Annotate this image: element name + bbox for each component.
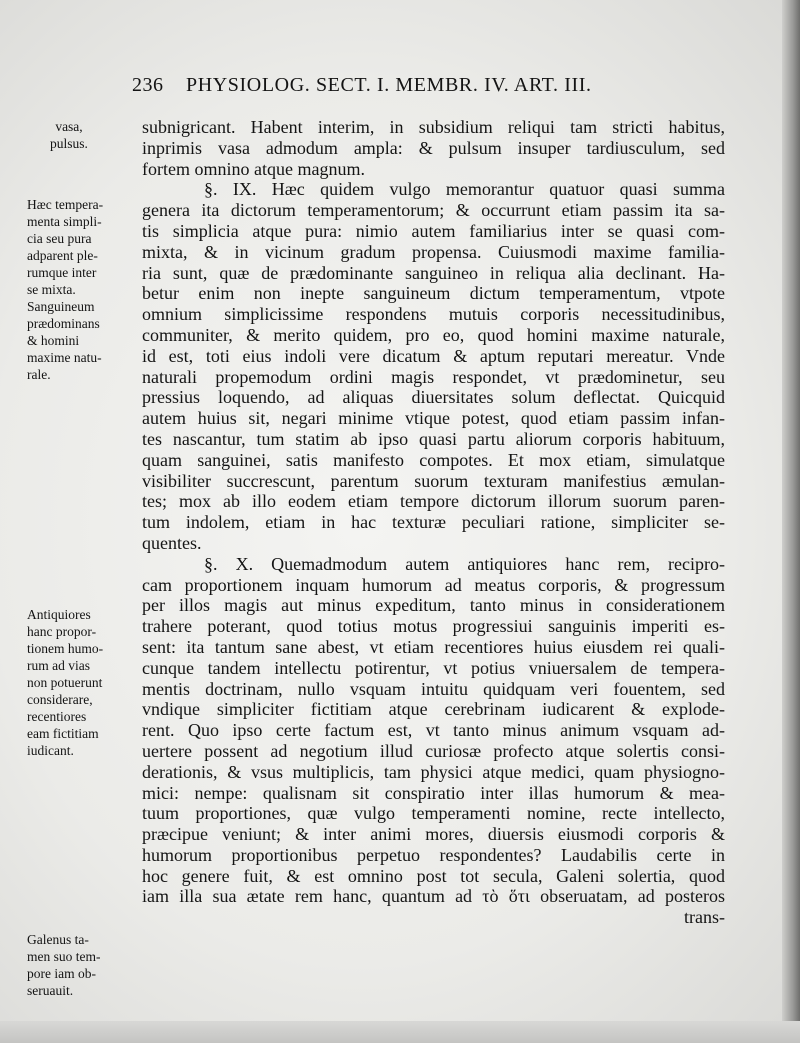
margin-note-line: rale. [27,367,51,382]
text-line: communiter, & merito quidem, pro eo, quod homini maxime naturale, [142,324,725,345]
text-line: mentis doctrinam, nullo vsquam intuitu quidquam veri fouentem, sed [142,678,725,699]
text-line: uertere possent ad negotium illud curiosæ profecto atque solertis consi- [142,740,725,761]
text-line: tis simplicia atque pura: nimio autem familiarius inter se quasi com- [142,220,725,241]
text-line: visibiliter succrescunt, parentum suorum texturam manifestius æmulan- [142,470,725,491]
text-line: sent: ita tantum sane abest, vt etiam recentiores huius eiusdem rei quali- [142,636,725,657]
text-line: tum indolem, etiam in hac texturæ peculiari ratione, simpliciter se- [142,512,725,533]
margin-note-line: maxime natu- [27,350,102,365]
text-line: mixta, & in vicinum gradum propensa. Cuiusmodi maxime familia- [142,241,725,262]
text-line: tuum proportiones, quæ vulgo temperamenti nomine, recte intellecto, [142,803,725,824]
text-line: iam illa sua ætate rem hanc, quantum ad τὸ ὅτι obseruatam, ad posteros [142,886,725,907]
running-title: PHYSIOLOG. SECT. I. MEMBR. IV. ART. III. [186,74,592,96]
text-line: quam sanguinei, satis manifesto compotes. Et mox etiam, simulatque [142,449,725,470]
margin-note-line: Hæc tempera- [27,197,104,212]
text-line: trahere poterant, quod totius motus progressiui sanguinis imperiti es- [142,616,725,637]
text-line: betur enim non inepte sanguineum dictum temperamentum, vtpote [142,283,725,304]
margin-note-line: rum ad vias [27,658,90,673]
text-line: vndique simpliciter fictitiam atque cerebrinam iudicarent & explode- [142,699,725,720]
margin-note-line: iudicant. [27,743,74,758]
margin-note-vasa-pulsus [27,118,111,152]
text-line: ria sunt, quæ de prædominante sanguineo in reliqua alia declinant. Ha- [142,262,725,283]
margin-note-line: non potuerunt [27,675,103,690]
text-line: fortem omnino atque magnum. [142,158,365,179]
margin-note-line: seruauit. [27,983,74,998]
margin-note-line: recentiores [27,709,87,724]
margin-note-line: prædominans [27,316,100,331]
text-line: tes; mox ab illo eodem etiam tempore dictorum illorum suorum paren- [142,491,725,512]
margin-note-antiquiores [27,606,139,759]
margin-note-line: pulsus. [50,136,88,151]
margin-note-galenus [27,931,139,999]
running-head [0,74,800,102]
text-line: cunque tandem intellectu potirentur, vt potius vniuersalem de tempera- [142,657,725,678]
text-line: autem huius sit, negari minime vtique potest, quod etiam passim infan- [142,408,725,429]
margin-note-line: Antiquiores [27,607,91,622]
margin-note-line: pore iam ob- [27,966,96,981]
margin-note-line: vasa, [55,119,83,134]
page-number: 236 [132,74,164,96]
text-line: præcipue veniunt; & inter animi mores, diuersis eiusmodi corporis & [142,824,725,845]
page-bottom-edge [0,1021,800,1043]
text-line: cam proportionem inquam humorum ad meatus corporis, & progressum [142,574,725,595]
text-line: humorum proportionibus perpetuo respondentes? Laudabilis certe in [142,844,725,865]
margin-note-line: men suo tem- [27,949,101,964]
section-heading-line: §. IX. Hæc quidem vulgo memorantur quatuor quasi summa [204,179,725,200]
text-line: genera ita dictorum temperamentorum; & occurrunt etiam passim ita sa- [142,200,725,221]
margin-note-line: tionem humo- [27,641,104,656]
margin-note-line: eam fictitiam [27,726,99,741]
text-line: per illos magis aut minus expeditum, tanto minus in considerationem [142,595,725,616]
text-line: subnigricant. Habent interim, in subsidium reliqui tam stricti habitus, [142,117,725,137]
margin-note-line: se mixta. [27,282,76,297]
main-text-block [142,117,725,928]
margin-note-temperamenta [27,196,139,383]
margin-note-line: Sanguineum [27,299,95,314]
text-line: derationis, & vsus multiplicis, tam physici atque medici, quam physiogno- [142,761,725,782]
text-line: rent. Quo ipso certe factum est, vt tanto minus animum vsquam ad- [142,720,725,741]
margin-note-line: cia seu pura [27,231,92,246]
text-line: hoc genere fuit, & est omnino post tot secula, Galeni solertia, quod [142,865,725,886]
text-line: omnium simplicissime respondens mutuis corporis necessitudinibus, [142,304,725,325]
margin-note-line: hanc propor- [27,624,97,639]
text-line: tes nascantur, tum statim ab ipso quasi partu aliorum corporis habituum, [142,428,725,449]
margin-note-line: menta simpli- [27,214,102,229]
margin-note-line: considerare, [27,692,93,707]
page-edge-shadow [782,0,800,1043]
text-line: mici: nempe: qualisnam sit conspiratio inter illas humorum & mea- [142,782,725,803]
catchword: trans- [684,907,725,928]
margin-note-line: rumque inter [27,265,97,280]
text-line: quentes. [142,532,202,553]
section-heading-line: §. X. Quemadmodum autem antiquiores hanc rem, recipro- [204,553,725,574]
margin-note-line: & homini [27,333,80,348]
text-line: naturali propemodum ordini magis respondet, vt prædominetur, seu [142,366,725,387]
margin-note-line: adparent ple- [27,248,98,263]
margin-note-line: Galenus ta- [27,932,89,947]
text-line: id est, toti eius indoli vere dicatum & aptum reputari mereatur. Vnde [142,345,725,366]
text-line: inprimis vasa admodum ampla: & pulsum insuper tardiusculum, sed [142,137,725,158]
text-line: pressius loquendo, ad aliquas diuersitates solum deflectat. Quicquid [142,387,725,408]
